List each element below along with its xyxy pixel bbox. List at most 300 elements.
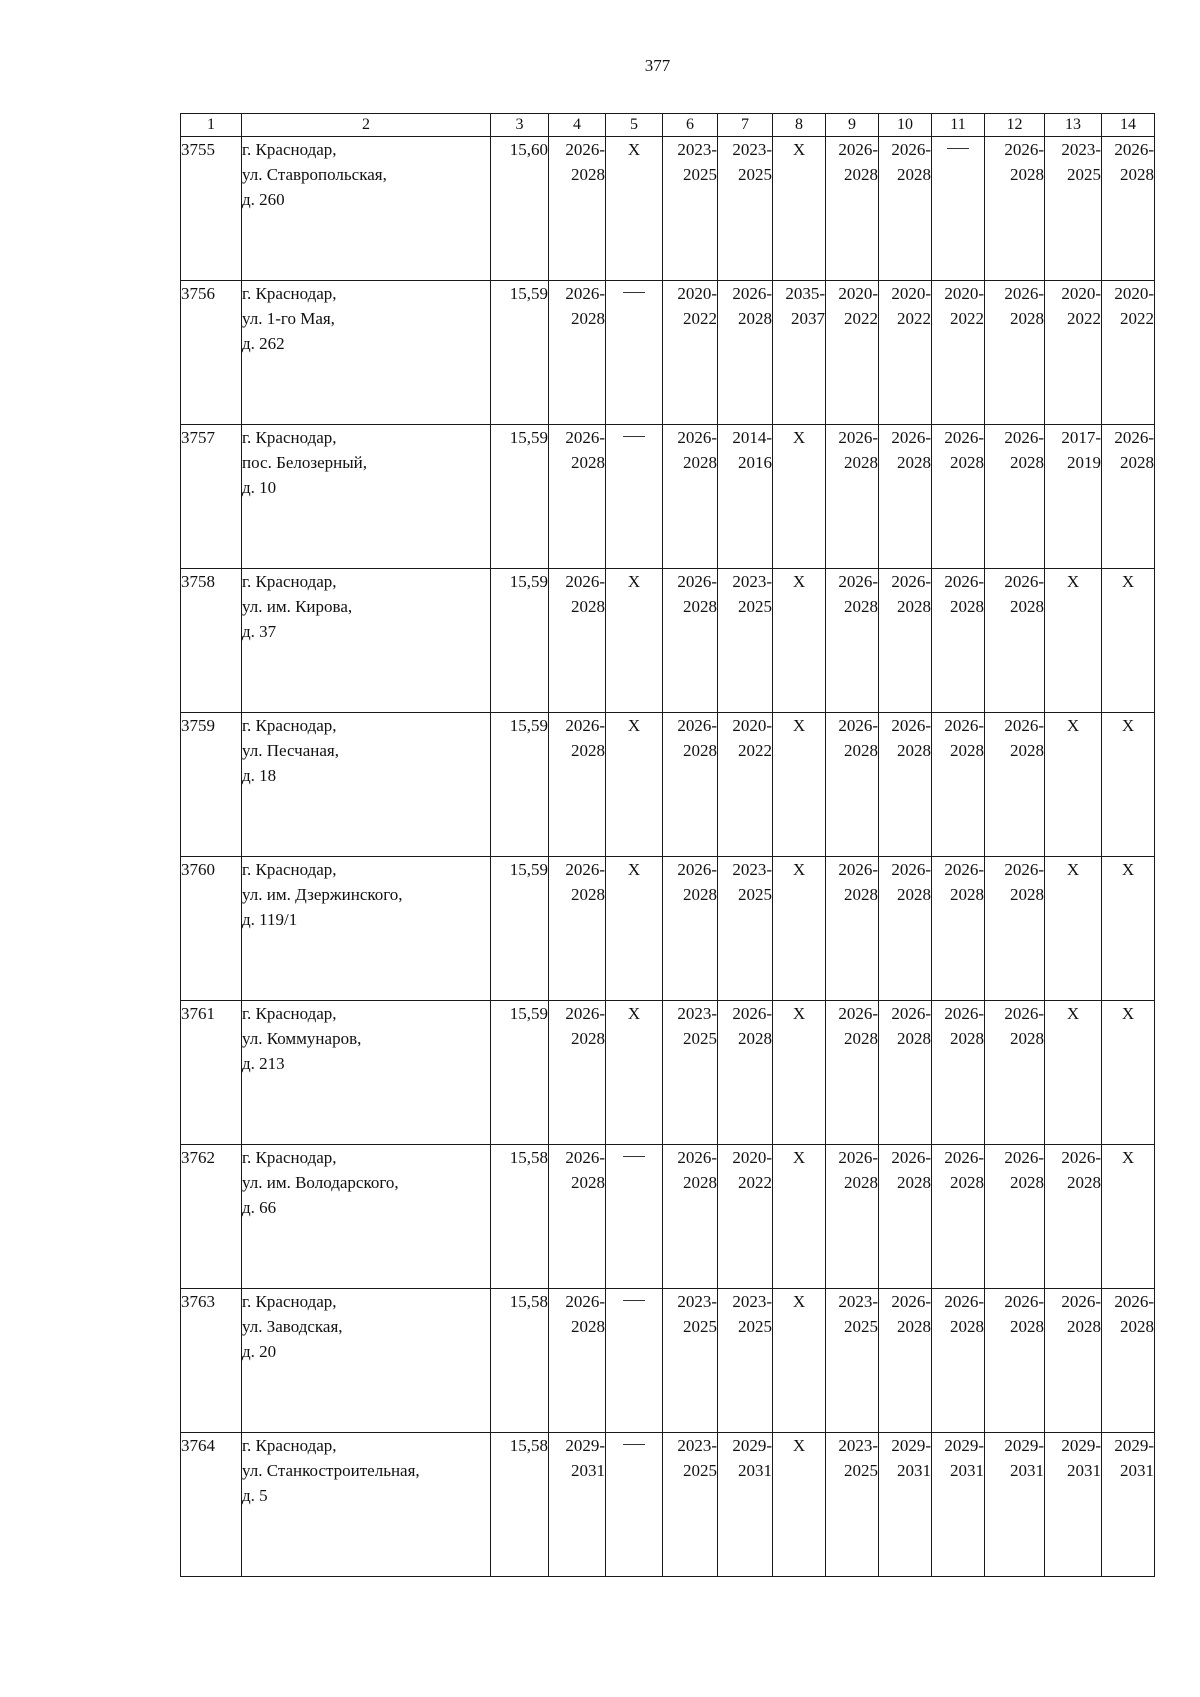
period-cell	[932, 569, 985, 713]
period-cell	[549, 137, 606, 281]
address-line: ул. Песчаная,	[242, 741, 339, 760]
not-applicable-cell	[606, 1001, 663, 1145]
period-line: 2028	[897, 1317, 931, 1336]
period-line: 2028	[1010, 741, 1044, 760]
period-line: 2031	[1120, 1461, 1154, 1480]
period-cell	[879, 1145, 932, 1289]
x-mark: X	[627, 716, 641, 735]
period-cell	[718, 857, 773, 1001]
period-line: 2026-	[838, 1148, 878, 1167]
address-cell	[242, 281, 491, 425]
period-cell	[826, 281, 879, 425]
period-cell	[549, 857, 606, 1001]
period-line: 2028	[683, 453, 717, 472]
period-line: 2026-	[838, 716, 878, 735]
not-applicable-cell	[606, 857, 663, 1001]
x-mark: X	[1066, 860, 1080, 879]
period-line: 2028	[738, 309, 772, 328]
period-line: 2026-	[677, 860, 717, 879]
address-line: г. Краснодар,	[242, 140, 337, 159]
not-applicable-cell	[773, 857, 826, 1001]
value-cell: 15,59	[491, 857, 549, 1001]
x-mark: X	[792, 1436, 806, 1455]
row-number: 3757	[181, 425, 242, 569]
period-line: 2026-	[565, 140, 605, 159]
period-line: 2026-	[1004, 1292, 1044, 1311]
period-line: 2026-	[944, 572, 984, 591]
period-line: 2023-	[732, 140, 772, 159]
address-line: д. 20	[242, 1342, 277, 1361]
period-cell	[663, 281, 718, 425]
period-line: 2025	[738, 885, 772, 904]
column-header-1: 1	[181, 114, 242, 137]
period-line: 2023-	[838, 1292, 878, 1311]
period-line: 2029-	[891, 1436, 931, 1455]
period-line: 2022	[738, 741, 772, 760]
address-line: ул. им. Дзержинского,	[242, 885, 403, 904]
period-cell	[718, 1289, 773, 1433]
period-line: 2026-	[891, 1148, 931, 1167]
address-cell	[242, 713, 491, 857]
period-line: 2029-	[1061, 1436, 1101, 1455]
address-line: ул. Станкостроительная,	[242, 1461, 420, 1480]
period-line: 2025	[844, 1461, 878, 1480]
period-line: 2029-	[1114, 1436, 1154, 1455]
table-row	[181, 1289, 1155, 1433]
period-cell	[826, 1433, 879, 1577]
address-line: ул. Заводская,	[242, 1317, 343, 1336]
period-cell	[1102, 1289, 1155, 1433]
period-line: 2029-	[732, 1436, 772, 1455]
period-line: 2028	[1010, 597, 1044, 616]
period-cell	[826, 1001, 879, 1145]
period-line: 2026-	[565, 860, 605, 879]
value-cell: 15,59	[491, 281, 549, 425]
address-line: д. 119/1	[242, 910, 298, 929]
address-line: г. Краснодар,	[242, 716, 337, 735]
period-line: 2028	[683, 741, 717, 760]
period-cell	[663, 857, 718, 1001]
period-line: 2020-	[944, 284, 984, 303]
period-line: 2028	[950, 1029, 984, 1048]
period-cell	[663, 425, 718, 569]
not-applicable-cell	[606, 713, 663, 857]
period-line: 2026-	[1114, 1292, 1154, 1311]
address-line: д. 10	[242, 478, 277, 497]
period-line: 2028	[1120, 165, 1154, 184]
table-row	[181, 1001, 1155, 1145]
period-cell	[826, 857, 879, 1001]
dash-mark	[947, 148, 969, 174]
period-cell	[549, 569, 606, 713]
not-applicable-cell	[606, 569, 663, 713]
address-line: пос. Белозерный,	[242, 453, 367, 472]
not-applicable-cell	[606, 137, 663, 281]
period-cell	[718, 569, 773, 713]
period-line: 2026-	[677, 428, 717, 447]
value-cell: 15,58	[491, 1289, 549, 1433]
address-line: д. 37	[242, 622, 277, 641]
period-cell	[879, 137, 932, 281]
address-line: д. 260	[242, 190, 285, 209]
period-line: 2026-	[891, 860, 931, 879]
period-cell	[663, 713, 718, 857]
period-cell	[826, 1289, 879, 1433]
period-line: 2022	[897, 309, 931, 328]
period-cell	[549, 1289, 606, 1433]
period-line: 2028	[950, 885, 984, 904]
x-mark: X	[1121, 860, 1135, 879]
period-line: 2028	[1010, 1317, 1044, 1336]
period-line: 2026-	[838, 428, 878, 447]
period-cell	[932, 1433, 985, 1577]
period-line: 2026-	[565, 572, 605, 591]
x-mark: X	[792, 140, 806, 159]
period-cell	[932, 425, 985, 569]
period-line: 2028	[738, 1029, 772, 1048]
column-header-4: 4	[549, 114, 606, 137]
period-line: 2023-	[732, 1292, 772, 1311]
period-line: 2026-	[565, 716, 605, 735]
period-cell	[663, 1001, 718, 1145]
period-line: 2028	[571, 885, 605, 904]
address-cell	[242, 1433, 491, 1577]
address-line: ул. им. Володарского,	[242, 1173, 399, 1192]
x-mark: X	[792, 716, 806, 735]
x-mark: X	[1121, 716, 1135, 735]
period-line: 2023-	[677, 1436, 717, 1455]
address-line: д. 5	[242, 1486, 268, 1505]
period-cell	[985, 425, 1045, 569]
period-line: 2017-	[1061, 428, 1101, 447]
table-row	[181, 137, 1155, 281]
period-line: 2025	[683, 1461, 717, 1480]
period-line: 2026-	[1114, 428, 1154, 447]
period-line: 2031	[897, 1461, 931, 1480]
x-mark: X	[627, 1004, 641, 1023]
not-applicable-cell	[773, 713, 826, 857]
period-line: 2028	[571, 1173, 605, 1192]
table-row	[181, 713, 1155, 857]
period-cell	[879, 1001, 932, 1145]
x-mark: X	[1121, 1148, 1135, 1167]
dash-cell	[606, 425, 663, 569]
period-line: 2026-	[891, 140, 931, 159]
period-line: 2028	[571, 165, 605, 184]
address-line: д. 213	[242, 1054, 285, 1073]
table-row	[181, 1433, 1155, 1577]
period-line: 2022	[683, 309, 717, 328]
period-line: 2026-	[565, 284, 605, 303]
period-line: 2026-	[677, 1148, 717, 1167]
period-cell	[985, 569, 1045, 713]
address-cell	[242, 425, 491, 569]
period-cell	[879, 1433, 932, 1577]
value-cell: 15,58	[491, 1145, 549, 1289]
period-line: 2026-	[944, 1148, 984, 1167]
not-applicable-cell	[1045, 1001, 1102, 1145]
period-line: 2029-	[565, 1436, 605, 1455]
period-line: 2026-	[732, 284, 772, 303]
period-cell	[1045, 281, 1102, 425]
period-line: 2028	[897, 453, 931, 472]
period-cell	[663, 569, 718, 713]
period-cell	[1045, 1433, 1102, 1577]
period-line: 2022	[950, 309, 984, 328]
period-line: 2028	[1067, 1173, 1101, 1192]
not-applicable-cell	[773, 1289, 826, 1433]
period-line: 2029-	[944, 1436, 984, 1455]
period-line: 2025	[683, 1317, 717, 1336]
period-line: 2028	[1010, 165, 1044, 184]
period-line: 2026-	[1004, 284, 1044, 303]
period-line: 2026-	[891, 716, 931, 735]
period-line: 2026-	[1004, 1004, 1044, 1023]
period-cell	[985, 1433, 1045, 1577]
period-line: 2023-	[1061, 140, 1101, 159]
not-applicable-cell	[773, 137, 826, 281]
column-header-6: 6	[663, 114, 718, 137]
row-number: 3756	[181, 281, 242, 425]
period-line: 2031	[950, 1461, 984, 1480]
column-header-11: 11	[932, 114, 985, 137]
address-line: г. Краснодар,	[242, 572, 337, 591]
page-number: 377	[644, 56, 671, 75]
period-line: 2025	[683, 165, 717, 184]
period-cell	[549, 425, 606, 569]
period-line: 2028	[1120, 453, 1154, 472]
period-line: 2026-	[891, 1004, 931, 1023]
period-line: 2026-	[1061, 1292, 1101, 1311]
period-line: 2028	[950, 1173, 984, 1192]
dash-cell	[606, 1289, 663, 1433]
period-line: 2020-	[677, 284, 717, 303]
value-cell: 15,58	[491, 1433, 549, 1577]
column-header-5: 5	[606, 114, 663, 137]
not-applicable-cell	[1045, 569, 1102, 713]
period-line: 2020-	[891, 284, 931, 303]
address-cell	[242, 1289, 491, 1433]
period-cell	[932, 713, 985, 857]
dash-mark	[623, 1300, 645, 1326]
period-line: 2026-	[838, 572, 878, 591]
x-mark: X	[627, 572, 641, 591]
period-line: 2020-	[732, 1148, 772, 1167]
period-cell	[879, 857, 932, 1001]
address-line: ул. им. Кирова,	[242, 597, 353, 616]
dash-mark	[623, 1156, 645, 1182]
x-mark: X	[1066, 572, 1080, 591]
period-cell	[879, 713, 932, 857]
period-cell	[1045, 425, 1102, 569]
period-line: 2028	[844, 597, 878, 616]
not-applicable-cell	[1102, 857, 1155, 1001]
row-number: 3758	[181, 569, 242, 713]
not-applicable-cell	[773, 569, 826, 713]
period-line: 2028	[897, 741, 931, 760]
period-line: 2028	[1010, 309, 1044, 328]
period-line: 2031	[1067, 1461, 1101, 1480]
x-mark: X	[792, 1148, 806, 1167]
period-cell	[549, 713, 606, 857]
dash-cell	[606, 1433, 663, 1577]
period-line: 2026-	[838, 140, 878, 159]
period-line: 2028	[897, 165, 931, 184]
x-mark: X	[792, 860, 806, 879]
period-line: 2026-	[944, 428, 984, 447]
period-line: 2026-	[732, 1004, 772, 1023]
period-cell	[718, 425, 773, 569]
period-line: 2025	[738, 597, 772, 616]
period-line: 2026-	[565, 428, 605, 447]
period-line: 2025	[1067, 165, 1101, 184]
period-line: 2028	[897, 597, 931, 616]
period-line: 2016	[738, 453, 772, 472]
period-line: 2028	[1010, 1173, 1044, 1192]
period-line: 2023-	[677, 1292, 717, 1311]
period-line: 2026-	[944, 716, 984, 735]
row-number: 3755	[181, 137, 242, 281]
dash-mark	[623, 1444, 645, 1470]
table-row	[181, 425, 1155, 569]
not-applicable-cell	[1102, 1001, 1155, 1145]
period-cell	[663, 1289, 718, 1433]
period-line: 2031	[738, 1461, 772, 1480]
period-cell	[718, 281, 773, 425]
period-line: 2023-	[732, 860, 772, 879]
period-cell	[1102, 1433, 1155, 1577]
column-header-2: 2	[242, 114, 491, 137]
x-mark: X	[627, 860, 641, 879]
period-line: 2026-	[1061, 1148, 1101, 1167]
period-cell	[1045, 137, 1102, 281]
period-line: 2028	[1010, 453, 1044, 472]
dash-cell	[932, 137, 985, 281]
dash-cell	[606, 1145, 663, 1289]
period-line: 2026-	[1004, 716, 1044, 735]
period-cell	[879, 425, 932, 569]
address-line: г. Краснодар,	[242, 1004, 337, 1023]
period-cell	[1102, 281, 1155, 425]
column-header-14: 14	[1102, 114, 1155, 137]
period-line: 2028	[897, 885, 931, 904]
address-cell	[242, 569, 491, 713]
row-number: 3763	[181, 1289, 242, 1433]
x-mark: X	[1121, 572, 1135, 591]
period-line: 2026-	[1004, 1148, 1044, 1167]
period-line: 2019	[1067, 453, 1101, 472]
row-number: 3761	[181, 1001, 242, 1145]
period-line: 2026-	[565, 1148, 605, 1167]
period-cell	[718, 1433, 773, 1577]
address-line: г. Краснодар,	[242, 1436, 337, 1455]
x-mark: X	[792, 572, 806, 591]
period-line: 2026-	[838, 1004, 878, 1023]
period-cell	[879, 281, 932, 425]
x-mark: X	[792, 1004, 806, 1023]
period-line: 2022	[738, 1173, 772, 1192]
period-cell	[985, 857, 1045, 1001]
address-cell	[242, 857, 491, 1001]
x-mark: X	[1066, 716, 1080, 735]
period-line: 2028	[1120, 1317, 1154, 1336]
period-line: 2028	[571, 597, 605, 616]
address-cell	[242, 1145, 491, 1289]
period-line: 2025	[738, 165, 772, 184]
period-line: 2026-	[838, 860, 878, 879]
period-line: 2028	[950, 597, 984, 616]
address-cell	[242, 137, 491, 281]
column-header-12: 12	[985, 114, 1045, 137]
period-line: 2026-	[891, 572, 931, 591]
period-line: 2028	[1067, 1317, 1101, 1336]
not-applicable-cell	[1102, 713, 1155, 857]
period-line: 2028	[571, 1029, 605, 1048]
period-line: 2026-	[677, 716, 717, 735]
period-cell	[773, 281, 826, 425]
address-line: ул. Ставропольская,	[242, 165, 387, 184]
address-line: ул. 1-го Мая,	[242, 309, 335, 328]
period-cell	[985, 1145, 1045, 1289]
period-cell	[663, 1145, 718, 1289]
period-line: 2023-	[732, 572, 772, 591]
not-applicable-cell	[1045, 713, 1102, 857]
column-header-8: 8	[773, 114, 826, 137]
period-cell	[718, 713, 773, 857]
period-line: 2026-	[677, 572, 717, 591]
not-applicable-cell	[773, 425, 826, 569]
address-line: ул. Коммунаров,	[242, 1029, 362, 1048]
row-number: 3762	[181, 1145, 242, 1289]
period-line: 2022	[1120, 309, 1154, 328]
period-line: 2028	[683, 885, 717, 904]
period-line: 2026-	[944, 860, 984, 879]
period-line: 2028	[571, 309, 605, 328]
period-line: 2026-	[565, 1292, 605, 1311]
period-line: 2037	[791, 309, 825, 328]
period-line: 2026-	[1114, 140, 1154, 159]
period-line: 2028	[897, 1173, 931, 1192]
dash-mark	[623, 436, 645, 462]
period-line: 2028	[1010, 1029, 1044, 1048]
period-line: 2020-	[838, 284, 878, 303]
table-row	[181, 857, 1155, 1001]
period-cell	[1045, 1289, 1102, 1433]
period-line: 2028	[1010, 885, 1044, 904]
period-line: 2031	[1010, 1461, 1044, 1480]
period-line: 2020-	[732, 716, 772, 735]
x-mark: X	[792, 1292, 806, 1311]
not-applicable-cell	[773, 1145, 826, 1289]
period-line: 2023-	[677, 1004, 717, 1023]
period-cell	[826, 425, 879, 569]
not-applicable-cell	[1102, 569, 1155, 713]
period-cell	[549, 1433, 606, 1577]
table-body	[181, 137, 1155, 1577]
period-line: 2026-	[565, 1004, 605, 1023]
period-cell	[549, 1145, 606, 1289]
period-line: 2031	[571, 1461, 605, 1480]
period-line: 2026-	[944, 1004, 984, 1023]
period-line: 2028	[683, 597, 717, 616]
column-header-10: 10	[879, 114, 932, 137]
address-line: г. Краснодар,	[242, 284, 337, 303]
period-line: 2014-	[732, 428, 772, 447]
period-cell	[932, 857, 985, 1001]
period-cell	[985, 137, 1045, 281]
period-line: 2026-	[1004, 860, 1044, 879]
period-line: 2028	[844, 885, 878, 904]
